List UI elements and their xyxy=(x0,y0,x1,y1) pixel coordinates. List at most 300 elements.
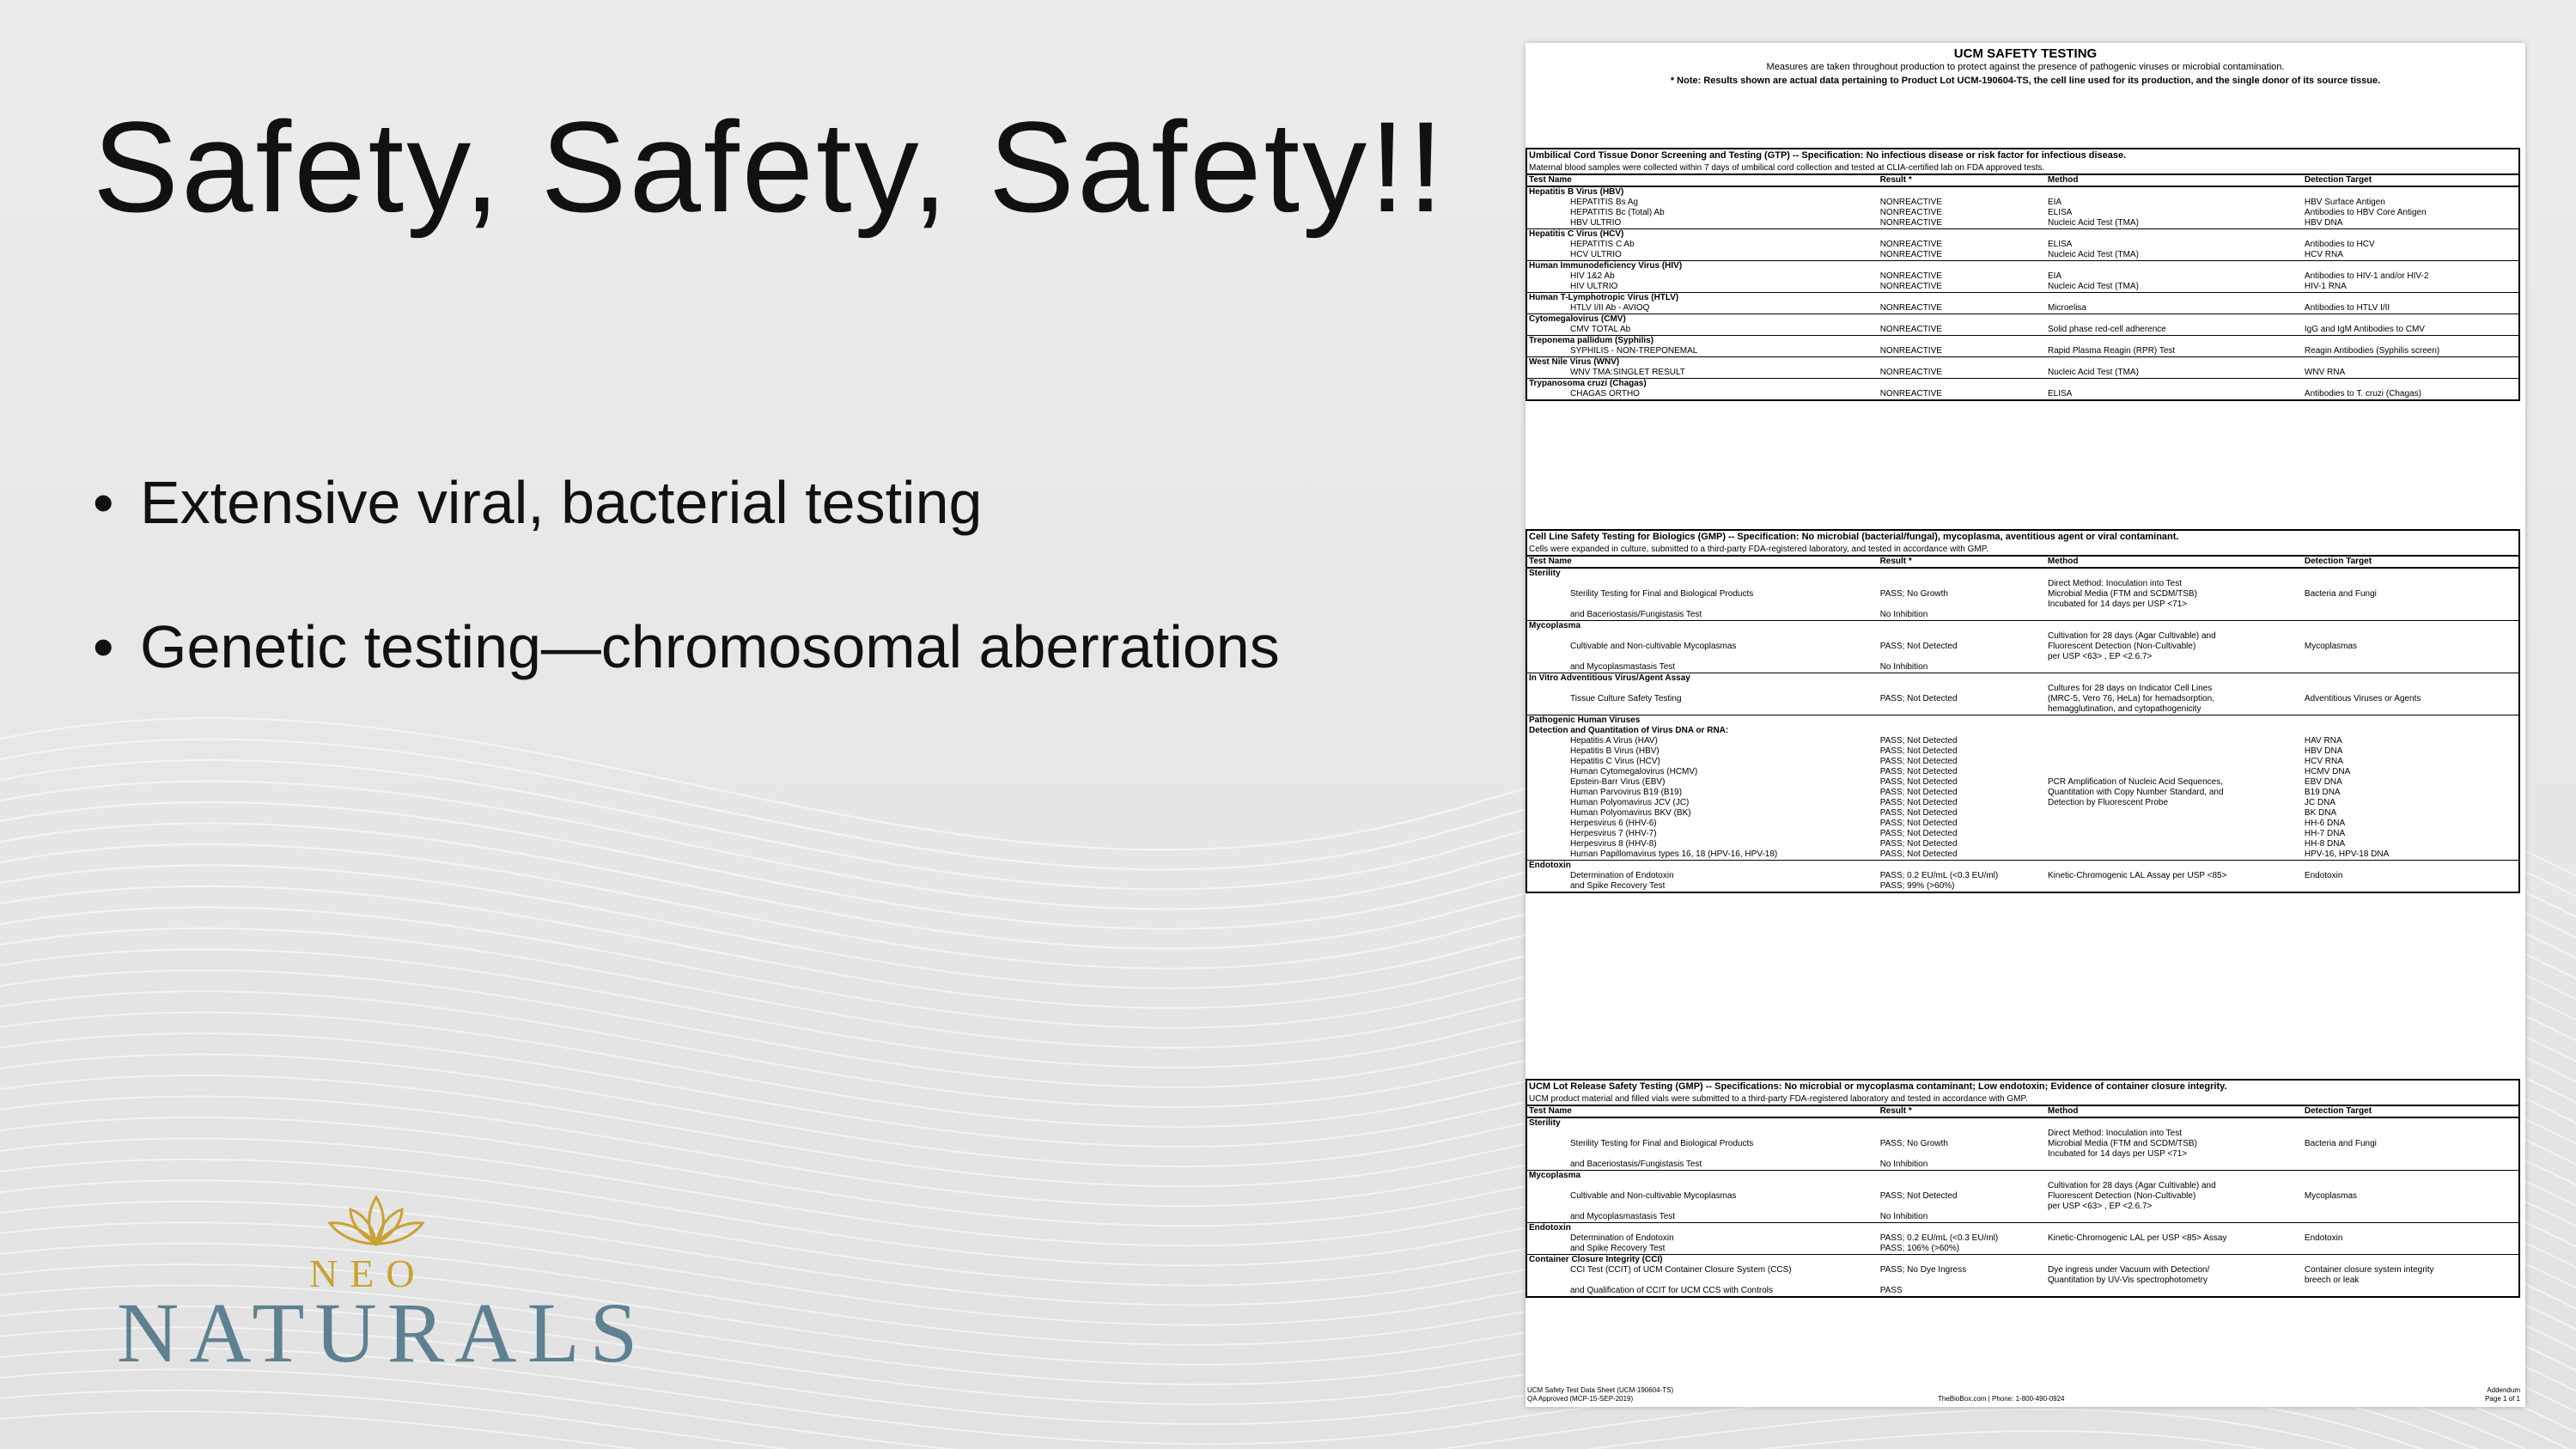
table-cell: Cultivable and Non-cultivable Mycoplasmas xyxy=(1570,642,1737,651)
table-cell: SYPHILIS - NON-TREPONEMAL xyxy=(1570,346,1698,356)
table-cell xyxy=(2048,746,2305,757)
table-cell: BK DNA xyxy=(2304,808,2337,818)
table-row xyxy=(1527,1191,2518,1202)
table-row xyxy=(1527,303,2518,314)
table-cell: Direct Method: Inoculation into Test xyxy=(2047,1129,2182,1138)
test-group xyxy=(1527,1170,2518,1222)
table-cell: HCV ULTRIO xyxy=(1570,250,1622,259)
table-row xyxy=(1527,1160,2518,1170)
table-cell xyxy=(2048,662,2305,673)
table-cell: Microbial Media (FTM and SCDM/TSB) xyxy=(2047,1139,2197,1148)
table-row xyxy=(1527,746,2518,757)
table-cell xyxy=(2305,1244,2518,1254)
table-cell xyxy=(1527,1181,1880,1191)
table-cell: HIV 1&2 Ab xyxy=(1570,271,1615,281)
table-cell: Hepatitis C Virus (HCV) xyxy=(1570,757,1660,766)
column-header: Method xyxy=(2047,1106,2079,1116)
table-cell xyxy=(2305,579,2518,589)
table-cell: ELISA xyxy=(2047,240,2073,249)
table-cell xyxy=(1880,631,2048,642)
table-cell: (MRC-5, Vero 76, HeLa) for hemadsorption, xyxy=(2047,694,2214,703)
section-header: UCM Lot Release Safety Testing (GMP) -- Specifications: No microbial or mycoplasma contaminant; Low endotoxin; Evidence of container closure integrity. xyxy=(1529,1081,2227,1092)
table-cell: Kinetic-Chromogenic LAL Assay per USP <85> xyxy=(2047,871,2227,880)
table-cell: Hepatitis A Virus (HAV) xyxy=(1570,736,1658,746)
table-cell: HBV Surface Antigen xyxy=(2304,198,2385,207)
table-cell: PASS; No Dye Ingress xyxy=(1879,1265,1967,1275)
bullet-dot: • xyxy=(93,613,114,680)
table-cell: PASS; 0.2 EU/mL (<0.3 EU/ml) xyxy=(1879,1233,1999,1243)
table-cell: PASS; Not Detected xyxy=(1879,788,1958,797)
table-cell: PASS; 99% (>60%) xyxy=(1879,881,1955,891)
table-row xyxy=(1527,218,2518,228)
table-row xyxy=(1527,579,2518,589)
table-cell: per USP <63> , EP <2.6.7> xyxy=(2047,652,2153,661)
table-row xyxy=(1527,839,2518,849)
table-cell: NONREACTIVE xyxy=(1879,250,1942,259)
table-row xyxy=(1527,271,2518,282)
table-cell: Fluorescent Detection (Non-Cultivable) xyxy=(2047,1191,2196,1201)
table-cell: Antibodies to HCV xyxy=(2304,240,2375,249)
section-header: Umbilical Cord Tissue Donor Screening and Testing (GTP) -- Specification: No infectious disease or risk factor for infectious disease. xyxy=(1529,150,2127,161)
table-cell: Fluorescent Detection (Non-Cultivable) xyxy=(2047,642,2196,651)
table-row xyxy=(1527,1202,2518,1212)
table-cell: EBV DNA xyxy=(2304,777,2342,787)
table-row xyxy=(1527,631,2518,642)
table-cell xyxy=(2048,808,2305,819)
footer-left-line: QA Approved (MCP-15-SEP-2019) xyxy=(1527,1395,1634,1403)
table-cell: PASS; Not Detected xyxy=(1879,746,1958,756)
table-row xyxy=(1527,1139,2518,1149)
table-row xyxy=(1527,325,2518,335)
table-cell: No Inhibition xyxy=(1879,1160,1928,1169)
group-name: Human T-Lymphotropic Virus (HTLV) xyxy=(1529,293,1679,302)
table-cell: PASS; 0.2 EU/mL (<0.3 EU/ml) xyxy=(1879,871,1999,880)
column-header-row xyxy=(1527,1106,2518,1117)
table-row xyxy=(1527,829,2518,839)
footer-left xyxy=(1527,1386,1673,1403)
table-cell: Determination of Endotoxin xyxy=(1570,871,1674,880)
table-cell: Cultivation for 28 days (Agar Cultivable) and xyxy=(2047,1181,2216,1190)
table-cell: ELISA xyxy=(2047,208,2073,217)
table-cell: PASS; Not Detected xyxy=(1879,694,1958,703)
table-cell xyxy=(1527,1202,1880,1212)
table-cell: Antibodies to T. cruzi (Chagas) xyxy=(2304,389,2421,399)
test-section xyxy=(1526,1079,2520,1298)
ucm-safety-testing-sheet xyxy=(1526,43,2525,1407)
table-cell xyxy=(1527,704,1880,715)
table-cell xyxy=(1880,704,2048,715)
table-cell: NONREACTIVE xyxy=(1879,303,1942,313)
table-cell: NONREACTIVE xyxy=(1879,368,1942,377)
table-cell: Human Polyomavirus BKV (BK) xyxy=(1570,808,1691,818)
table-cell: Kinetic-Chromogenic LAL per USP <85> Assay xyxy=(2047,1233,2227,1243)
table-cell: and Baceriostasis/Fungistasis Test xyxy=(1570,610,1702,619)
column-header: Detection Target xyxy=(2304,175,2372,185)
table-row xyxy=(1527,662,2518,673)
column-header: Result * xyxy=(1879,557,1912,566)
group-name: Human Immunodeficiency Virus (HIV) xyxy=(1529,261,1683,271)
table-cell: PASS; Not Detected xyxy=(1879,849,1958,859)
table-cell: No Inhibition xyxy=(1879,662,1928,672)
table-cell xyxy=(2048,610,2305,620)
table-cell xyxy=(2048,767,2305,777)
column-header: Method xyxy=(2047,175,2079,185)
column-header: Result * xyxy=(1879,175,1912,185)
group-name: Hepatitis B Virus (HBV) xyxy=(1529,187,1624,197)
table-cell xyxy=(1880,684,2048,694)
table-cell: Bacteria and Fungi xyxy=(2304,1139,2377,1148)
table-row xyxy=(1527,1233,2518,1244)
table-cell xyxy=(2305,704,2518,715)
table-row xyxy=(1527,250,2518,260)
table-cell xyxy=(1880,1129,2048,1139)
table-row xyxy=(1527,694,2518,704)
table-cell: NONREACTIVE xyxy=(1879,282,1942,291)
table-row xyxy=(1527,282,2518,292)
table-row xyxy=(1527,881,2518,892)
table-row xyxy=(1527,1129,2518,1139)
table-row xyxy=(1527,808,2518,819)
table-cell: PASS; Not Detected xyxy=(1879,1191,1958,1201)
table-cell xyxy=(1527,1129,1880,1139)
sheet-title: UCM SAFETY TESTING xyxy=(1953,46,2098,61)
table-cell: Adventitious Viruses or Agents xyxy=(2304,694,2421,703)
table-cell: EIA xyxy=(2047,271,2062,281)
column-header: Detection Target xyxy=(2304,557,2372,566)
group-name: Endotoxin xyxy=(1529,861,1571,870)
table-cell: HCMV DNA xyxy=(2304,767,2351,776)
table-cell: PASS; Not Detected xyxy=(1879,757,1958,766)
table-cell: PASS; Not Detected xyxy=(1879,777,1958,787)
table-cell: NONREACTIVE xyxy=(1879,389,1942,399)
table-cell: Human Polyomavirus JCV (JC) xyxy=(1570,798,1690,807)
table-row xyxy=(1527,757,2518,767)
column-header: Test Name xyxy=(1529,1106,1572,1116)
footer-right-line: Page 1 of 1 xyxy=(2485,1395,2520,1403)
table-cell: HH-8 DNA xyxy=(2304,839,2346,849)
table-cell xyxy=(2305,1212,2518,1222)
column-header: Test Name xyxy=(1529,557,1572,566)
table-cell: HH-6 DNA xyxy=(2304,819,2346,828)
table-cell: PASS; Not Detected xyxy=(1879,829,1958,838)
table-cell: Dye ingress under Vacuum with Detection/ xyxy=(2047,1265,2210,1275)
table-cell: ELISA xyxy=(2047,389,2073,399)
table-cell: Reagin Antibodies (Syphilis screen) xyxy=(2304,346,2440,356)
table-cell: and Spike Recovery Test xyxy=(1570,1244,1666,1253)
table-cell: and Mycoplasmastasis Test xyxy=(1570,1212,1676,1221)
table-cell: CMV TOTAL Ab xyxy=(1570,325,1631,334)
test-group xyxy=(1527,1254,2518,1296)
table-cell xyxy=(2048,1160,2305,1170)
group-name: Trypanosoma cruzi (Chagas) xyxy=(1529,379,1647,388)
table-cell: Human Cytomegalovirus (HCMV) xyxy=(1570,767,1698,776)
table-cell: Epstein-Barr Virus (EBV) xyxy=(1570,777,1666,787)
table-cell: Determination of Endotoxin xyxy=(1570,1233,1674,1243)
table-cell: HAV RNA xyxy=(2304,736,2342,746)
footer-right-line: Addendum xyxy=(2487,1386,2520,1394)
group-name: Sterility xyxy=(1529,1118,1561,1128)
section-description: Cells were expanded in culture, submitted to a third-party FDA-registered laboratory, and tested in accordance with GMP. xyxy=(1527,544,2518,557)
table-cell: Incubated for 14 days per USP <71> xyxy=(2047,1149,2188,1159)
slide-title: Safety, Safety, Safety!! xyxy=(93,94,1446,239)
column-header: Method xyxy=(2047,557,2079,566)
table-cell xyxy=(2305,652,2518,662)
table-cell xyxy=(2305,1286,2518,1296)
footer-right xyxy=(2485,1386,2520,1403)
test-group xyxy=(1527,356,2518,378)
table-cell: Sterility Testing for Final and Biological Products xyxy=(1570,589,1754,599)
table-cell: Mycoplasmas xyxy=(2304,1191,2358,1201)
group-name: Treponema pallidum (Syphilis) xyxy=(1529,336,1654,345)
table-row xyxy=(1527,589,2518,600)
table-cell: Mycoplasmas xyxy=(2304,642,2358,651)
table-cell xyxy=(2305,1181,2518,1191)
table-cell: NONREACTIVE xyxy=(1879,240,1942,249)
table-row xyxy=(1527,240,2518,250)
column-header: Detection Target xyxy=(2304,1106,2372,1116)
table-row xyxy=(1527,1244,2518,1254)
table-cell: HIV ULTRIO xyxy=(1570,282,1618,291)
table-cell: CHAGAS ORTHO xyxy=(1570,389,1640,399)
table-cell xyxy=(2305,881,2518,892)
logo-neo-text: NEO xyxy=(309,1251,427,1295)
table-cell: Nucleic Acid Test (TMA) xyxy=(2047,368,2139,377)
table-cell: Detection by Fluorescent Probe xyxy=(2047,798,2169,807)
table-row xyxy=(1527,1149,2518,1160)
table-cell: Nucleic Acid Test (TMA) xyxy=(2047,218,2139,228)
table-row xyxy=(1527,684,2518,694)
table-cell xyxy=(1527,600,1880,610)
table-cell: Bacteria and Fungi xyxy=(2304,589,2377,599)
table-cell xyxy=(2305,1149,2518,1160)
table-cell: Endotoxin xyxy=(2304,871,2343,880)
table-cell xyxy=(2048,839,2305,849)
test-group xyxy=(1527,860,2518,892)
section-description: Maternal blood samples were collected within 7 days of umbilical cord collection and tested at CLIA-certified lab on FDA approved tests. xyxy=(1527,162,2518,175)
table-cell xyxy=(2048,829,2305,839)
group-name: Pathogenic Human Viruses xyxy=(1529,715,1641,725)
table-cell: PCR Amplification of Nucleic Acid Sequences, xyxy=(2047,777,2223,787)
table-cell: Human Papillomavirus types 16, 18 (HPV-16, HPV-18) xyxy=(1570,849,1778,859)
table-row xyxy=(1527,389,2518,399)
bullet-list xyxy=(93,468,1280,757)
test-group xyxy=(1527,335,2518,356)
table-cell: Tissue Culture Safety Testing xyxy=(1570,694,1682,703)
table-cell: PASS; Not Detected xyxy=(1879,839,1958,849)
table-cell: Sterility Testing for Final and Biological Products xyxy=(1570,1139,1754,1148)
table-cell: and Mycoplasmastasis Test xyxy=(1570,662,1676,672)
table-cell xyxy=(2305,610,2518,620)
table-cell: PASS; Not Detected xyxy=(1879,642,1958,651)
table-cell xyxy=(2048,1286,2305,1296)
table-cell xyxy=(2305,662,2518,673)
table-cell: Quantitation with Copy Number Standard, and xyxy=(2047,788,2224,797)
table-cell: and Qualification of CCIT for UCM CCS with Controls xyxy=(1570,1286,1774,1295)
table-cell xyxy=(1880,652,2048,662)
group-name: Cytomegalovirus (CMV) xyxy=(1529,314,1626,324)
table-cell xyxy=(2305,684,2518,694)
sheet-subtitle: Measures are taken throughout production to protect against the presence of pathogenic viruses or microbial contamination. xyxy=(1766,62,2285,72)
table-cell: Antibodies to HBV Core Antigen xyxy=(2304,208,2427,217)
table-row xyxy=(1527,704,2518,715)
table-cell xyxy=(1880,579,2048,589)
column-header: Test Name xyxy=(1529,175,1572,185)
table-cell: Herpesvirus 8 (HHV-8) xyxy=(1570,839,1657,849)
table-cell: PASS; Not Detected xyxy=(1879,767,1958,776)
table-cell: HEPATITIS Bs Ag xyxy=(1570,198,1639,207)
group-name: Sterility xyxy=(1529,569,1561,578)
column-header: Result * xyxy=(1879,1106,1912,1116)
bullet-text: Extensive viral, bacterial testing xyxy=(140,469,983,536)
table-cell: Nucleic Acid Test (TMA) xyxy=(2047,282,2139,291)
table-cell: hemagglutination, and cytopathogenicity xyxy=(2047,704,2201,714)
lotus-icon xyxy=(325,1194,428,1247)
table-cell: HBV DNA xyxy=(2304,218,2343,228)
table-cell: HEPATITIS C Ab xyxy=(1570,240,1635,249)
table-cell: HTLV I/II Ab - AVIOQ xyxy=(1570,303,1650,313)
test-section xyxy=(1526,529,2520,893)
test-group xyxy=(1527,715,2518,860)
table-cell xyxy=(1527,579,1880,589)
table-cell: B19 DNA xyxy=(2304,788,2341,797)
table-cell: Herpesvirus 7 (HHV-7) xyxy=(1570,829,1657,838)
table-cell xyxy=(2305,600,2518,610)
table-cell: breech or leak xyxy=(2304,1275,2360,1285)
table-cell: No Inhibition xyxy=(1879,1212,1928,1221)
table-cell: HBV ULTRIO xyxy=(1570,218,1622,228)
table-cell: PASS; Not Detected xyxy=(1879,819,1958,828)
table-cell: PASS; 106% (>60%) xyxy=(1879,1244,1960,1253)
table-row xyxy=(1527,871,2518,881)
table-row xyxy=(1527,1275,2518,1286)
table-row xyxy=(1527,1212,2518,1222)
test-group xyxy=(1527,1222,2518,1254)
table-cell: PASS xyxy=(1879,1286,1903,1295)
table-row xyxy=(1527,652,2518,662)
table-cell: Antibodies to HIV-1 and/or HIV-2 xyxy=(2304,271,2429,281)
table-row xyxy=(1527,198,2518,208)
table-cell: HCV RNA xyxy=(2304,250,2343,259)
test-group xyxy=(1527,378,2518,399)
table-cell: Human Parvovirus B19 (B19) xyxy=(1570,788,1683,797)
table-cell xyxy=(2048,819,2305,829)
table-cell: Quantitation by UV-Vis spectrophotometry xyxy=(2047,1275,2208,1285)
test-group xyxy=(1527,620,2518,673)
group-name: West Nile Virus (WNV) xyxy=(1529,357,1620,367)
table-cell: and Spike Recovery Test xyxy=(1570,881,1666,891)
table-cell xyxy=(1880,1149,2048,1160)
section-description: UCM product material and filled vials were submitted to a third-party FDA-registered laboratory and tested in accordance with GMP. xyxy=(1527,1093,2518,1106)
table-cell: PASS; Not Detected xyxy=(1879,736,1958,746)
table-cell: PASS; Not Detected xyxy=(1879,798,1958,807)
table-cell: PASS; Not Detected xyxy=(1879,808,1958,818)
table-cell xyxy=(1880,1275,2048,1286)
table-cell xyxy=(2048,849,2305,860)
table-row xyxy=(1527,1286,2518,1296)
table-cell: HH-7 DNA xyxy=(2304,829,2346,838)
group-name: Mycoplasma xyxy=(1529,1171,1581,1180)
table-cell: Antibodies to HTLV I/II xyxy=(2304,303,2390,313)
table-cell: Rapid Plasma Reagin (RPR) Test xyxy=(2047,346,2176,356)
table-cell: NONREACTIVE xyxy=(1879,208,1942,217)
table-cell xyxy=(2048,1244,2305,1254)
table-cell: Cultures for 28 days on Indicator Cell Lines xyxy=(2047,684,2213,693)
table-cell xyxy=(2048,1212,2305,1222)
table-cell: Microelisa xyxy=(2047,303,2086,313)
table-cell: Container closure system integrity xyxy=(2304,1265,2434,1275)
neo-naturals-logo xyxy=(112,1194,649,1383)
table-cell xyxy=(2305,1160,2518,1170)
test-group xyxy=(1527,228,2518,260)
group-name: Endotoxin xyxy=(1529,1223,1571,1233)
table-cell: Herpesvirus 6 (HHV-6) xyxy=(1570,819,1657,828)
table-cell: Cultivable and Non-cultivable Mycoplasmas xyxy=(1570,1191,1737,1201)
sheet-note: * Note: Results shown are actual data pertaining to Product Lot UCM-190604-TS, the cell line used for its production, and the single donor of its source tissue. xyxy=(1670,76,2381,86)
table-cell: HEPATITIS Bc (Total) Ab xyxy=(1570,208,1665,217)
table-cell: NONREACTIVE xyxy=(1879,271,1942,281)
table-row xyxy=(1527,642,2518,652)
group-subtitle: Detection and Quantitation of Virus DNA or RNA: xyxy=(1529,726,1729,735)
group-name: Hepatitis C Virus (HCV) xyxy=(1529,229,1624,239)
table-row xyxy=(1527,736,2518,746)
table-cell: PASS; No Growth xyxy=(1879,589,1948,599)
table-cell: CCI Test (CCIT) of UCM Container Closure System (CCS) xyxy=(1570,1265,1792,1275)
table-row xyxy=(1527,368,2518,378)
group-name: Container Closure Integrity (CCI) xyxy=(1529,1255,1663,1264)
test-group xyxy=(1527,292,2518,314)
table-cell xyxy=(2048,757,2305,767)
table-row xyxy=(1527,788,2518,798)
test-section xyxy=(1526,148,2520,401)
logo-naturals-text: NATURALS xyxy=(117,1285,649,1380)
test-group xyxy=(1527,260,2518,292)
table-cell: WNV TMA:SINGLET RESULT xyxy=(1570,368,1685,377)
table-cell: HIV-1 RNA xyxy=(2304,282,2347,291)
table-row xyxy=(1527,819,2518,829)
section-header: Cell Line Safety Testing for Biologics (GMP) -- Specification: No microbial (bacterial/fungal), mycoplasma, aventitious agent or viral contaminant. xyxy=(1529,532,2179,542)
bullet-item xyxy=(93,468,1280,537)
table-cell: IgG and IgM Antibodies to CMV xyxy=(2304,325,2425,334)
table-cell: Endotoxin xyxy=(2304,1233,2343,1243)
table-cell xyxy=(1527,1149,1880,1160)
table-cell: NONREACTIVE xyxy=(1879,346,1942,356)
table-cell: HBV DNA xyxy=(2304,746,2343,756)
table-cell: PASS; No Growth xyxy=(1879,1139,1948,1148)
table-cell xyxy=(1880,600,2048,610)
table-cell xyxy=(1880,1202,2048,1212)
table-cell: Incubated for 14 days per USP <71> xyxy=(2047,600,2188,609)
test-group xyxy=(1527,673,2518,715)
table-cell: Microbial Media (FTM and SCDM/TSB) xyxy=(2047,589,2197,599)
table-cell: HCV RNA xyxy=(2304,757,2343,766)
table-cell: WNV RNA xyxy=(2304,368,2346,377)
table-row xyxy=(1527,600,2518,610)
table-cell: HPV-16, HPV-18 DNA xyxy=(2304,849,2390,859)
table-cell xyxy=(1527,1275,1880,1286)
footer-center: TheBioBox.com | Phone: 1-800-490-0924 xyxy=(1938,1395,2065,1403)
table-cell: per USP <63> , EP <2.6.7> xyxy=(2047,1202,2153,1211)
table-cell: Solid phase red-cell adherence xyxy=(2047,325,2166,334)
table-cell: Cultivation for 28 days (Agar Cultivable) and xyxy=(2047,631,2216,641)
table-cell: NONREACTIVE xyxy=(1879,325,1942,334)
table-cell: NONREACTIVE xyxy=(1879,198,1942,207)
table-row xyxy=(1527,1265,2518,1275)
table-cell xyxy=(2048,736,2305,746)
column-header-row xyxy=(1527,175,2518,186)
table-cell xyxy=(2048,881,2305,892)
table-cell: Nucleic Acid Test (TMA) xyxy=(2047,250,2139,259)
table-cell: Hepatitis B Virus (HBV) xyxy=(1570,746,1659,756)
